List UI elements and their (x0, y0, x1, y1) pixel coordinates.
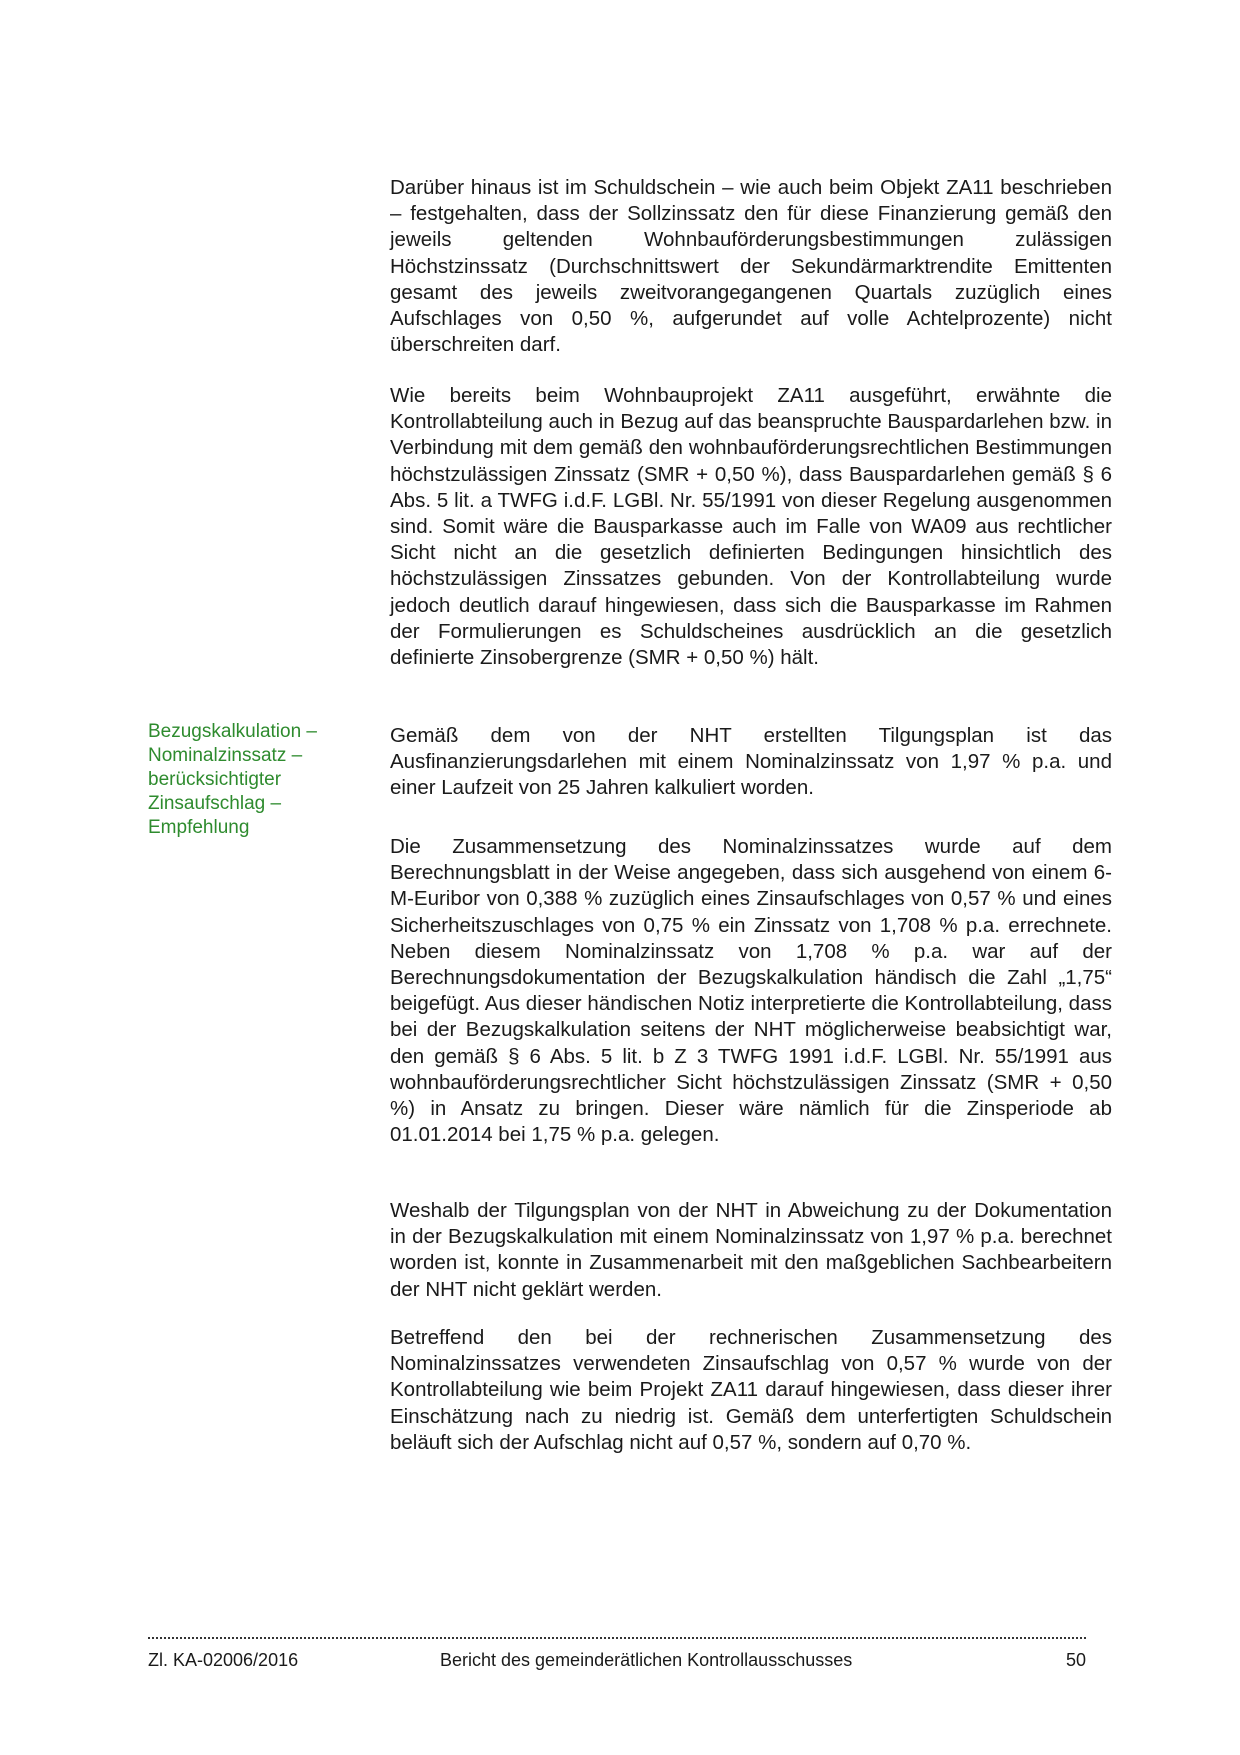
paragraph-abweichung: Weshalb der Tilgungsplan von der NHT in Abweichung zu der Dokumentation in der Bezugskalkulation mit einem Nominalzinssatz von 1,97 % p.a. berechnet worden ist, konnte in Zusammenarbeit mit den maßgeblichen Sachbearbeitern der NHT nicht geklärt werden. (390, 1199, 1112, 1301)
paragraph-zusammensetzung: Die Zusammensetzung des Nominalzinssatzes wurde auf dem Berechnungsblatt in der Weise angegeben, dass sich ausgehend von einem 6-M-Euribor von 0,388 % zuzüglich eines Zinsaufschlages von 0,57 % und eines Sicherheitszuschlages von 0,75 % ein Zinssatz von 1,708 % p.a. errechnete. Neben diesem Nominalzinssatz von 1,708 % p.a. war auf der Berechnungsdokumentation der Bezugskalkulation händisch die Zahl „1,75“ beigefügt. Aus dieser händischen Notiz interpretierte die Kontrollabteilung, dass bei der Bezugskalkulation seitens der NHT möglicherweise beabsichtigt war, den gemäß § 6 Abs. 5 lit. b Z 3 TWFG 1991 i.d.F. LGBl. Nr. 55/1991 aus wohnbauförderungsrechtlicher Sicht höchstzulässigen Zinssatz (SMR + 0,50 %) in Ansatz zu bringen. Dieser wäre nämlich für die Zinsperiode ab 01.01.2014 bei 1,75 % p.a. gelegen. (390, 835, 1112, 1147)
margin-note-line: Bezugskalkulation – (148, 721, 317, 742)
paragraph-schuldschein: Darüber hinaus ist im Schuldschein – wie auch beim Objekt ZA11 beschrieben – festgehalten, dass der Sollzinssatz den für diese Finanzierung gemäß den jeweils geltenden Wohnbauförderungsbestimmungen zulässigen Höchstzinssatz (Durchschnittswert der Sekundärmarktrendite Emittenten gesamt des jeweils zweitvorangegangenen Quartals zuzüglich eines Aufschlages von 0,50 %, aufgerundet auf volle Achtelprozente) nicht überschreiten darf. (390, 176, 1112, 357)
margin-note (148, 720, 348, 840)
paragraph-tilgungsplan: Gemäß dem von der NHT erstellten Tilgungsplan ist das Ausfinanzierungsdarlehen mit einem Nominalzinssatz von 1,97 % p.a. und einer Laufzeit von 25 Jahren kalkuliert worden. (390, 724, 1112, 800)
margin-note-line: Empfehlung (148, 817, 250, 838)
page-footer (148, 1648, 1086, 1674)
paragraph-zinsaufschlag: Betreffend den bei der rechnerischen Zusammensetzung des Nominalzinssatzes verwendeten Zinsaufschlag von 0,57 % wurde von der Kontrollabteilung wie beim Projekt ZA11 darauf hingewiesen, dass dieser ihrer Einschätzung nach zu niedrig ist. Gemäß dem unterfertigten Schuldschein beläuft sich der Aufschlag nicht auf 0,57 %, sondern auf 0,70 %. (390, 1326, 1112, 1454)
paragraph-bauspardarlehen: Wie bereits beim Wohnbauprojekt ZA11 ausgeführt, erwähnte die Kontrollabteilung auch in Bezug auf das beanspruchte Bauspardarlehen bzw. in Verbindung mit dem gemäß den wohnbauförderungsrechtlichen Bestimmungen höchstzulässigen Zinssatz (SMR + 0,50 %), dass Bauspardarlehen gemäß § 6 Abs. 5 lit. a TWFG i.d.F. LGBl. Nr. 55/1991 von dieser Regelung ausgenommen sind. Somit wäre die Bausparkasse auch im Falle von WA09 aus rechtlicher Sicht nicht an die gesetzlich definierten Bedingungen hinsichtlich des höchstzulässigen Zinssatzes gebunden. Von der Kontrollabteilung wurde jedoch deutlich darauf hingewiesen, dass sich die Bausparkasse im Rahmen der Formulierungen es Schuldscheines ausdrücklich an die gesetzlich definierte Zinsobergrenze (SMR + 0,50 %) hält. (390, 384, 1112, 670)
page-number: 50 (1065, 1650, 1086, 1670)
footer-title: Bericht des gemeinderätlichen Kontrollausschusses (440, 1650, 853, 1670)
margin-note-line: Nominalzinssatz – (148, 745, 303, 766)
margin-note-line: berücksichtigter (148, 769, 282, 790)
footer-reference: Zl. KA-02006/2016 (148, 1650, 299, 1670)
margin-note-line: Zinsaufschlag – (148, 793, 282, 814)
footer-divider (148, 1637, 1086, 1639)
